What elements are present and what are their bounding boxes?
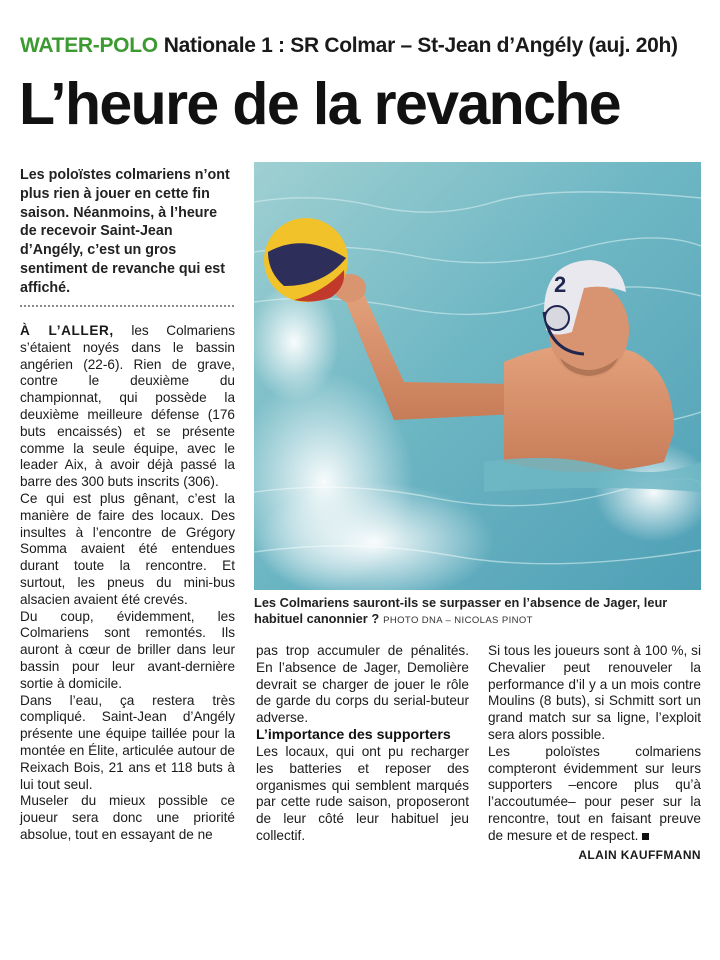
photo-caption xyxy=(254,595,701,629)
kicker xyxy=(20,34,678,58)
paragraph-5-continued: pas trop accumuler de pénalités. En l’absence de Jager, Demolière devrait se charger de jouer le rôle de garde du corps du serial-buteur adverse. xyxy=(256,643,469,726)
lead-in: À L’ALLER, xyxy=(20,323,114,338)
paragraph-4: Dans l’eau, ça restera très compliqué. Saint-Jean d’Angély présente une équipe taillée pour la montée en Élite, articulée autour de Reixach Bois, 21 ans et 118 buts à lui tout seul. xyxy=(20,692,235,792)
match-label: Nationale 1 : SR Colmar – St-Jean d’Angély (auj. 20h) xyxy=(163,34,678,57)
article-column-1 xyxy=(20,323,235,844)
paragraph-5: Museler du mieux possible ce joueur sera donc une priorité absolue, tout en essayant de ne xyxy=(20,793,235,842)
paragraph-2: Ce qui est plus gênant, c’est la manière de faire des locaux. Des insultes à l’encontre de Grégory Somma avaient été entendues durant toute la rencontre. Et surtout, les pneus du mini-bus alsacien avaient été crevés. xyxy=(20,490,235,607)
end-mark-icon xyxy=(642,833,649,840)
caption-text: Les Colmariens sauront-ils se surpasser en l’absence de Jager, leur habituel canonnier ? xyxy=(254,595,668,626)
dotted-divider xyxy=(20,305,234,307)
ball-icon xyxy=(264,218,348,302)
paragraph-7: Si tous les joueurs sont à 100 %, si Chevalier peut renouveler la performance d’il y a un mois contre Moulins (8 buts), si Schmitt sort un grand match sur sa ligne, l’exploit sera alors possible. xyxy=(488,643,701,742)
rubric-label: WATER-POLO xyxy=(20,34,158,57)
byline: ALAIN KAUFFMANN xyxy=(578,847,701,862)
paragraph-8: Les poloïstes colmariens compteront évidemment sur leurs supporters –encore plus qu’à l’accoutumée– pour peser sur la rencontre, tout en faisant preuve de mesure et de respect. xyxy=(488,743,701,843)
water-polo-photo xyxy=(254,162,701,590)
lead-paragraph: Les poloïstes colmariens n’ont plus rien à jouer en cette fin saison. Néanmoins, à l’heure de recevoir Saint-Jean d’Angély, c’est un gros sentiment de revanche qui est affiché. xyxy=(20,167,230,296)
paragraph-1: À L’ALLER, les Colmariens s’étaient noyés dans le bassin angérien (22-6). Rien de grave, contre le deuxième du championnat, qui possède la deuxième meilleure défense (176 buts encaissés) et se présente comme la seule équipe, avec le leader Aix, à avoir déjà passé la barre des 300 buts inscrits (306). xyxy=(20,323,235,490)
paragraph-3: Du coup, évidemment, les Colmariens sont remontés. Ils auront à cœur de briller dans leur bassin pour leur avant-dernière sortie à domicile. xyxy=(20,608,235,691)
article-column-3 xyxy=(488,643,701,863)
article-column-2 xyxy=(256,643,469,845)
subheading: L’importance des supporters xyxy=(256,726,451,743)
photo-credit: PHOTO DNA – NICOLAS PINOT xyxy=(383,615,533,626)
paragraph-6: Les locaux, qui ont pu recharger les batteries et reposer des organismes qui semblent marqués par cette rude saison, proposeront de leur côté leur habituel jeu collectif. xyxy=(256,743,469,843)
cap-number: 2 xyxy=(554,272,567,297)
headline: L’heure de la revanche xyxy=(19,71,620,137)
